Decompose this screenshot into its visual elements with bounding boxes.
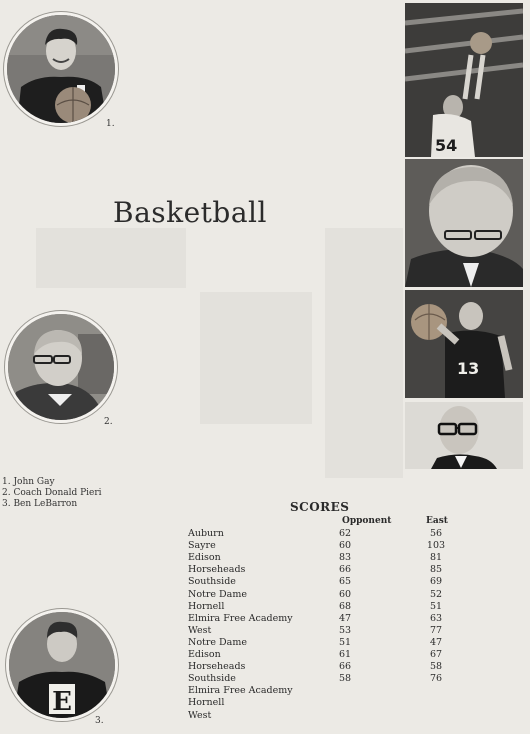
east-score-cell: 56: [429, 528, 443, 539]
team-cell: Notre Dame: [188, 636, 247, 648]
column-header-east: East: [426, 516, 448, 526]
jersey-number-13: 13: [457, 359, 480, 378]
opponent-score-cell: 66: [338, 661, 352, 673]
action-photo-illustration: [405, 290, 523, 398]
team-cell: Auburn: [188, 528, 224, 539]
opponent-score-cell: 65: [338, 576, 352, 588]
team-cell: West: [188, 624, 212, 636]
portrait-illustration: [405, 159, 523, 287]
east-score-cell: 58: [429, 661, 443, 673]
east-score-cell: 81: [429, 552, 443, 564]
opponent-score-cell: 53: [338, 624, 352, 636]
caption-2: 2. Coach Donald Pieri: [2, 488, 102, 498]
east-score-cell: 103: [426, 540, 446, 552]
bleed-through-block: [325, 228, 403, 478]
photo-ben-lebarron: [6, 609, 118, 721]
caption-1: 1. John Gay: [2, 477, 55, 487]
jersey-number-54: 54: [435, 136, 458, 155]
opponent-score-cell: 61: [338, 649, 352, 660]
photo-coach-donald-pieri: [5, 311, 117, 423]
team-cell: Edison: [188, 649, 221, 660]
team-cell: Southside: [188, 673, 236, 685]
opponent-score-cell: 62: [338, 528, 352, 539]
opponent-score-cell: 60: [338, 588, 352, 600]
column-header-opponent: Opponent: [342, 516, 392, 526]
portrait-illustration: [405, 402, 523, 469]
photo-number-1: 1.: [106, 119, 115, 129]
photo-ben-lebarron-headshot: [405, 402, 523, 469]
portrait-illustration: [8, 314, 114, 420]
photo-player-shooting: [405, 3, 523, 157]
team-cell: West: [188, 709, 212, 721]
team-cell: Sayre: [188, 540, 216, 552]
team-cell: Horseheads: [188, 661, 246, 673]
opponent-score-cell: 47: [338, 612, 352, 624]
portrait-illustration: [7, 15, 115, 123]
opponent-score-cell: 66: [338, 564, 352, 576]
east-score-cell: 52: [429, 588, 443, 600]
photo-john-gay: [4, 12, 118, 126]
team-cell: Horseheads: [188, 564, 246, 576]
opponent-score-cell: 58: [338, 673, 352, 685]
opponent-score-cell: 60: [338, 540, 352, 552]
bleed-through-block: [200, 292, 312, 424]
east-score-cell: 67: [429, 649, 443, 660]
opponent-score-cell: 83: [338, 552, 352, 564]
opponent-score-cell: 51: [338, 636, 352, 648]
opponent-score-cell: 68: [338, 600, 352, 612]
bleed-through-block: [36, 228, 186, 288]
east-score-cell: 85: [429, 564, 443, 576]
team-cell: Hornell: [188, 697, 225, 709]
page-title: Basketball: [113, 196, 267, 229]
action-photo-illustration: [405, 3, 523, 157]
caption-3: 3. Ben LeBarron: [2, 499, 78, 509]
scores-heading: SCORES: [290, 500, 350, 514]
team-cell: Southside: [188, 576, 236, 588]
team-cell: Hornell: [188, 600, 225, 612]
photo-number-2: 2.: [104, 417, 113, 427]
east-score-cell: 76: [429, 673, 443, 685]
east-score-cell: 47: [429, 636, 443, 648]
east-score-cell: 63: [429, 612, 443, 624]
photo-captions: [2, 477, 102, 510]
portrait-illustration: [9, 612, 115, 718]
photo-coach-closeup: [405, 159, 523, 287]
sweater-letter: E: [52, 687, 72, 717]
team-cell: Elmira Free Academy: [188, 685, 293, 697]
east-score-cell: 69: [429, 576, 443, 588]
team-cell: Notre Dame: [188, 588, 247, 600]
team-cell: Edison: [188, 552, 221, 564]
team-cell: Elmira Free Academy: [188, 612, 293, 624]
east-score-cell: 77: [429, 624, 443, 636]
photo-number-3: 3.: [95, 716, 104, 726]
east-score-cell: 51: [429, 600, 443, 612]
photo-player-number-13: [405, 290, 523, 398]
